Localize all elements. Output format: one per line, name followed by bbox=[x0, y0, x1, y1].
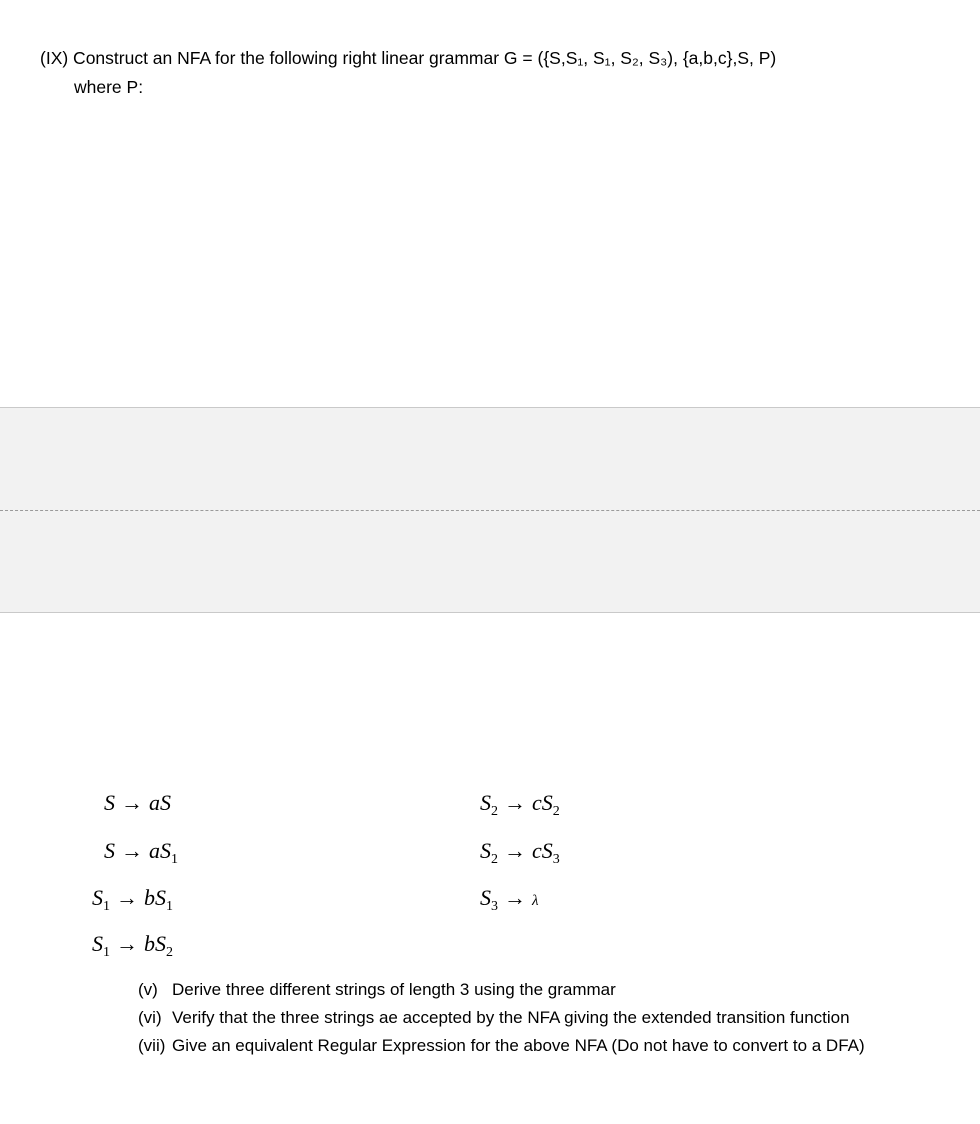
sub-question-vi: (vi) Verify that the three strings ae accepted by the NFA giving the extended transition function bbox=[138, 1008, 850, 1027]
production-left-3: $S_1 \to bS_1$ bbox=[92, 885, 173, 914]
separator-band bbox=[0, 407, 980, 613]
production-left-4: $S_1 \to bS_2$ bbox=[92, 931, 173, 960]
question-text bbox=[40, 44, 960, 102]
question-line-2: where P: bbox=[74, 77, 144, 97]
production-right-3: $S_3 \to \lambda$ bbox=[480, 885, 539, 914]
production-right-1: $S_2 \to cS_2$ bbox=[480, 790, 560, 819]
dashed-divider bbox=[0, 510, 980, 511]
question-line-1: (IX) Construct an NFA for the following right linear grammar G = ({S,S₁, S₁, S₂, S₃), {a,b,c},S, P) bbox=[40, 48, 777, 68]
sub-question-v: (v) Derive three different strings of length 3 using the grammar bbox=[138, 980, 616, 999]
production-left-2: $S \to aS_1$ bbox=[104, 838, 178, 867]
sub-question-vii: (vii) Give an equivalent Regular Expression for the above NFA (Do not have to convert to a DFA) bbox=[138, 1036, 865, 1055]
production-right-2: $S_2 \to cS_3$ bbox=[480, 838, 560, 867]
sub-questions bbox=[138, 977, 938, 1061]
production-left-1: S → aS bbox=[104, 790, 171, 815]
